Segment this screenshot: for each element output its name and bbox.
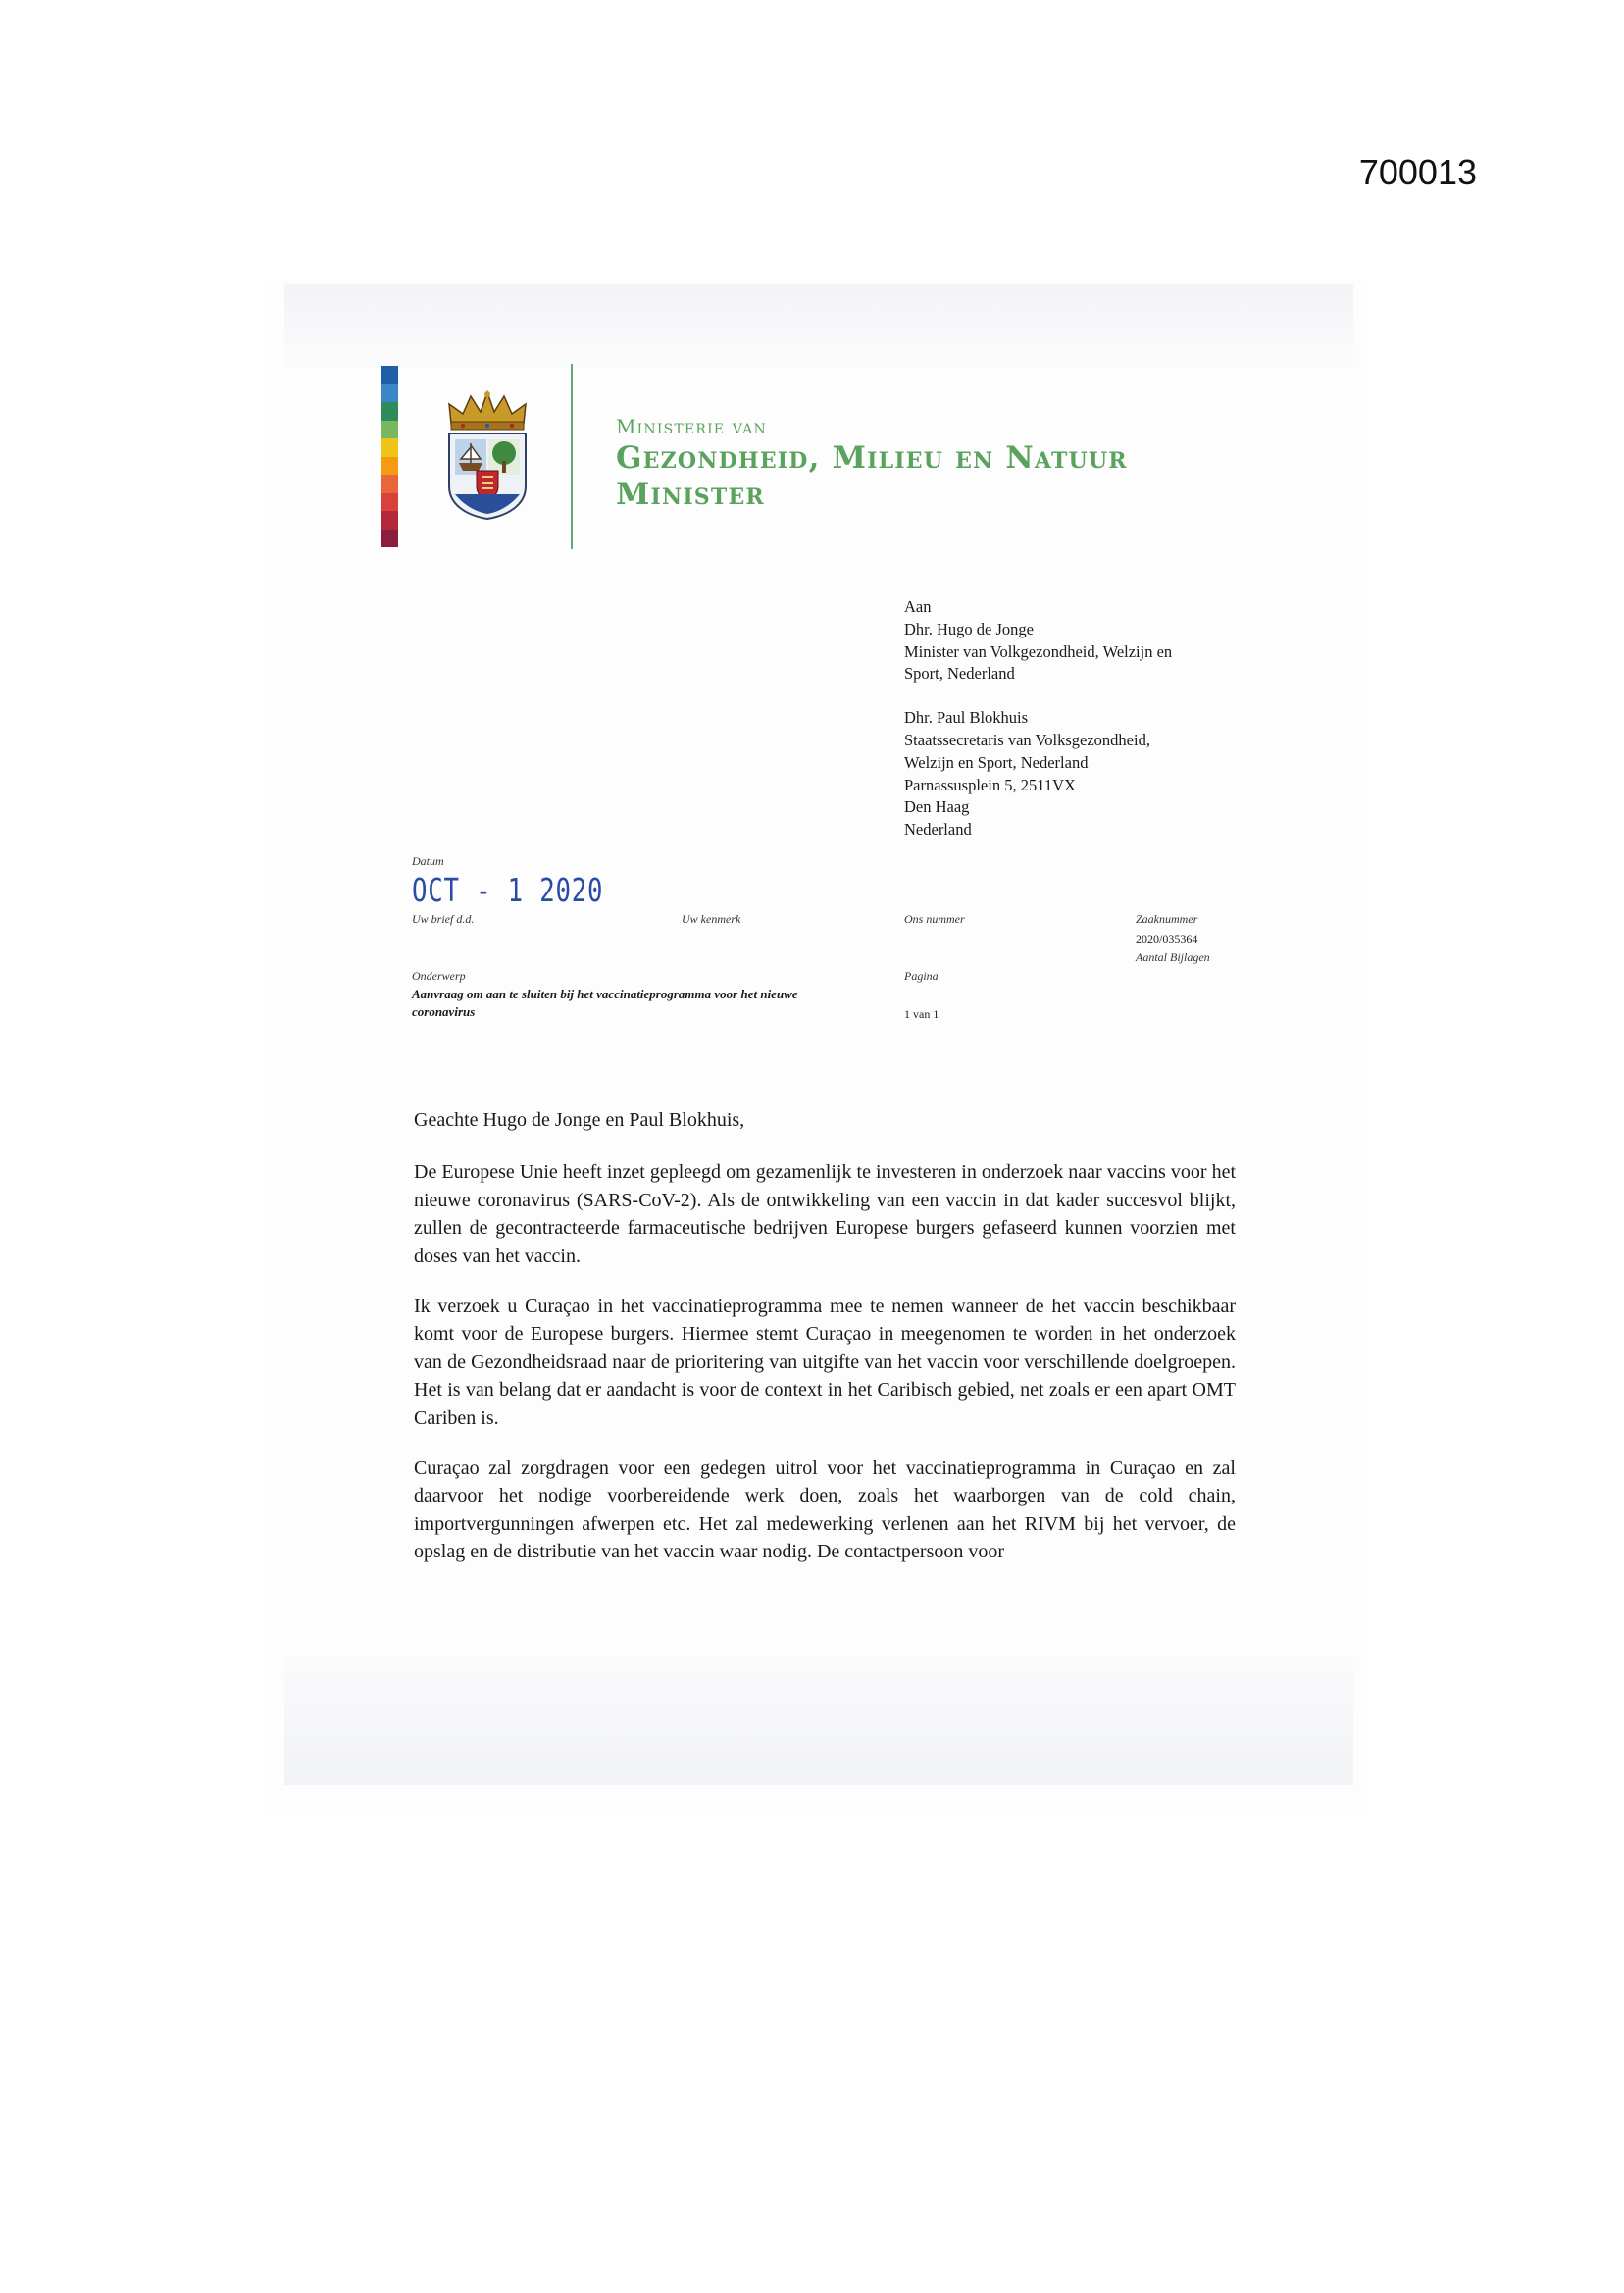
color-stripe-segment (381, 493, 398, 512)
recipient2-title-cont: Welzijn en Sport, Nederland (904, 752, 1089, 772)
scan-shadow-top (284, 284, 1353, 368)
ministry-name-line3: Minister (616, 477, 765, 512)
date-stamp: OCT - 1 2020 (412, 871, 604, 909)
salutation: Geachte Hugo de Jonge en Paul Blokhuis, (414, 1109, 745, 1131)
scan-shadow-bottom (284, 1657, 1353, 1785)
uw-kenmerk-label: Uw kenmerk (682, 912, 741, 926)
coat-of-arms-icon (441, 390, 533, 520)
address-spacer (904, 686, 1228, 707)
uw-brief-label: Uw brief d.d. (412, 912, 475, 926)
recipient2-name: Dhr. Paul Blokhuis (904, 708, 1029, 728)
paragraph-1: De Europese Unie heeft inzet gepleegd om gezamenlijk te investeren in onderzoek naar vaccins voor het nieuwe coronavirus (SARS-CoV-2). Als de ontwikkeling van een vaccin in dat kader succesvol blijkt, zullen de gecontracteerde farmaceutische bedrijven Europese burgers gefaseerd kunnen voorzien met doses van het vaccin. (414, 1161, 1236, 1267)
header-divider (571, 364, 573, 549)
document-number: 700013 (1358, 152, 1477, 192)
address-country: Nederland (904, 820, 972, 840)
subject-line2: coronavirus (412, 1004, 476, 1019)
color-stripe-segment (381, 384, 398, 403)
pagina-label: Pagina (904, 969, 939, 983)
recipient1-name: Dhr. Hugo de Jonge (904, 619, 1034, 638)
color-stripe-segment (381, 511, 398, 530)
ministry-name-line2: Gezondheid, Milieu en Natuur (616, 440, 1128, 476)
recipient1-title: Minister van Volkgezondheid, Welzijn en (904, 641, 1173, 661)
datum-label: Datum (412, 854, 444, 868)
address-street: Parnassusplein 5, 2511VX (904, 775, 1076, 794)
color-stripe-segment (381, 438, 398, 457)
address-city: Den Haag (904, 797, 970, 817)
subject (412, 986, 922, 1021)
ministry-name-line1: Ministerie van (616, 415, 767, 438)
color-stripe-segment (381, 457, 398, 476)
zaaknummer-value: 2020/035364 (1136, 932, 1198, 945)
ministry-letterhead (616, 414, 1128, 512)
recipient2-title: Staatssecretaris van Volksgezondheid, (904, 730, 1150, 749)
onderwerp-label: Onderwerp (412, 969, 466, 983)
address-aan: Aan (904, 597, 932, 616)
paragraph-2: Ik verzoek u Curaçao in het vaccinatieprogramma mee te nemen wanneer de het vaccin beschikbaar komt voor de Europese burgers. Hiermee stemt Curaçao in meegenomen te worden in het onderzoek van de Gezondheidsraad naar de prioritering van uitgifte van het vaccin voor verschillende doelgroepen. Het is van belang dat er aandacht is voor de context in het Caribisch gebied, net zoals er een apart OMT Cariben is. (414, 1296, 1236, 1429)
color-stripe (381, 366, 398, 547)
color-stripe-segment (381, 402, 398, 421)
subject-line1: Aanvraag om aan te sluiten bij het vaccinatieprogramma voor het nieuwe (412, 987, 798, 1001)
color-stripe-segment (381, 366, 398, 384)
letter-body (414, 1106, 1236, 1589)
color-stripe-segment (381, 421, 398, 439)
paragraph-3: Curaçao zal zorgdragen voor een gedegen uitrol voor het vaccinatieprogramma in Curaçao en zal daarvoor het nodige voorbereidende werk doen, zoals het waarborgen van de cold chain, importvergunningen afwerpen etc. Het zal medewerking verlenen aan het RIVM bij het vervoer, de opslag en de distributie van het vaccin waar nodig. De contactpersoon voor (414, 1457, 1236, 1563)
zaaknummer-label: Zaaknummer (1136, 912, 1198, 926)
bijlagen-label: Aantal Bijlagen (1136, 950, 1210, 964)
pagina-value: 1 van 1 (904, 1007, 939, 1021)
ons-nummer-label: Ons nummer (904, 912, 965, 926)
recipient1-title-cont: Sport, Nederland (904, 664, 1015, 684)
color-stripe-segment (381, 475, 398, 493)
recipient-address (904, 596, 1228, 841)
color-stripe-segment (381, 530, 398, 548)
